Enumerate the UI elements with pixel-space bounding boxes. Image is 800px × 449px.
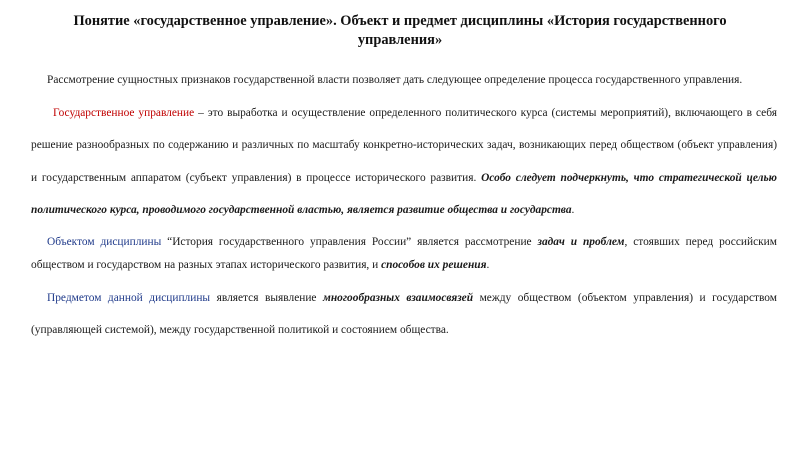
subject-text-1: является выявление xyxy=(210,291,324,304)
paragraph-object xyxy=(31,231,777,277)
paragraph-intro xyxy=(31,64,777,97)
subject-text-2: между обществом (объектом управления) и государством (управляющей системой), между государственной политикой и состоянием общества. xyxy=(31,291,777,336)
slide-title: Понятие «государственное управление». Объект и предмет дисциплины «История государственного управления» xyxy=(73,13,727,48)
paragraph-subject xyxy=(31,282,777,347)
object-end: . xyxy=(486,258,490,271)
object-text-2: , стоявших перед российским обществом и государством на разных этапах исторического развития, и xyxy=(31,235,777,271)
paragraph-definition xyxy=(31,97,777,227)
paragraph-intro-text: Рассмотрение сущностных признаков государственной власти позволяет дать следующее определение процесса государственного управления. xyxy=(47,74,743,86)
object-emphasis-1: задач и проблем xyxy=(537,235,625,248)
definition-emphasis: Особо следует подчеркнуть, что стратегической целью политического курса, проводимого государственной властью, является развитие общества и государства xyxy=(31,171,777,216)
term-subject: Предметом данной дисциплины xyxy=(47,291,211,304)
subject-emphasis: многообразных взаимосвязей xyxy=(323,291,474,304)
definition-text: – это выработка и осуществление определенного политического курса (системы мероприятий), включающего в себя решение разнообразных по содержанию и различных по масштабу конкретно-исторических задач, возникающих перед обществом (объект управления) и государственным аппаратом (субъект управления) в процессе исторического развития. xyxy=(31,106,777,184)
slide-body xyxy=(31,64,777,347)
term-state-management: Государственное управление xyxy=(53,106,195,119)
term-object: Объектом дисциплины xyxy=(47,235,162,248)
object-emphasis-2: способов их решения xyxy=(381,258,487,271)
object-text-1: “История государственного управления России” является рассмотрение xyxy=(161,235,538,248)
definition-end: . xyxy=(571,204,575,216)
